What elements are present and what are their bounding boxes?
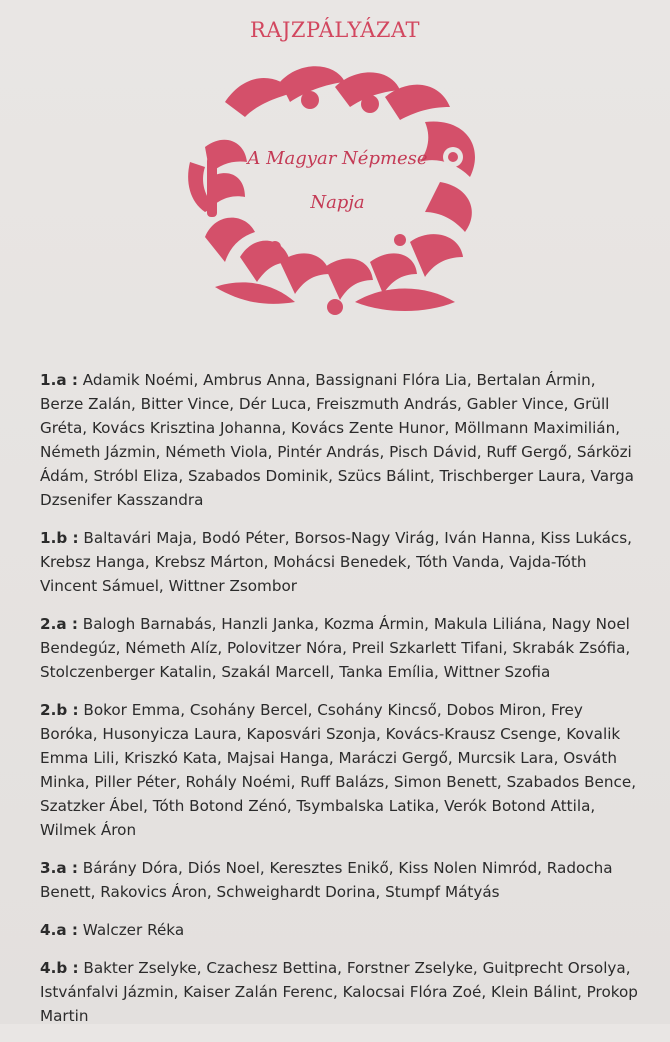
class-names: Adamik Noémi, Ambrus Anna, Bassignani Flóra Lia, Bertalan Ármin, Berze Zalán, Bitter Vince, Dér Luca, Freiszmuth András, Gabler Vince, Grüll Gréta, Kovács Krisztina Johanna, Kovács Zente Hunor, Möllmann Maximilián, Németh Jázmin, Németh Viola, Pintér András, Pisch Dávid, Ruff Gergő, Sárközi Ádám, Stróbl Eliza, Szabados Dominik, Szücs Bálint, Trischberger Laura, Varga Dzsenifer Kasszandra <box>40 371 634 509</box>
class-names: Bakter Zselyke, Czachesz Bettina, Forstner Zselyke, Guitprecht Orsolya, Istvánfalvi Jázmin, Kaiser Zalán Ferenc, Kalocsai Flóra Zoé, Klein Bálint, Prokop Martin <box>40 959 638 1025</box>
emblem-title-line2: Napja <box>310 192 365 213</box>
class-2a-entry <box>40 612 640 684</box>
class-names: Balogh Barnabás, Hanzli Janka, Kozma Ármin, Makula Liliána, Nagy Noel Bendegúz, Németh Alíz, Polovitzer Nóra, Preil Szkarlett Tifani, Skrabák Zsófia, Stolczenberger Katalin, Szakál Marcell, Tanka Emília, Wittner Szofia <box>40 615 631 681</box>
class-list <box>40 368 640 1042</box>
class-names: Bokor Emma, Csohány Bercel, Csohány Kincső, Dobos Miron, Frey Boróka, Husonyicza Laura, Kaposvári Szonja, Kovács-Krausz Csenge, Kovalik Emma Lili, Kriszkó Kata, Majsai Hanga, Maráczi Gergő, Murcsik Lara, Osváth Minka, Piller Péter, Rohály Noémi, Ruff Balázs, Simon Benett, Szabados Bence, Szatzker Ábel, Tóth Botond Zénó, Tsymbalska Latika, Verók Botond Attila, Wilmek Áron <box>40 701 637 839</box>
class-1b-entry <box>40 526 640 598</box>
class-4b-entry <box>40 956 640 1028</box>
class-label: 4.b : <box>40 959 79 977</box>
class-3a-entry <box>40 856 640 904</box>
class-label: 4.a : <box>40 921 78 939</box>
class-1a-entry <box>40 368 640 512</box>
class-label: 3.a : <box>40 859 78 877</box>
class-label: 2.a : <box>40 615 78 633</box>
emblem-title-line1: A Magyar Népmese <box>247 148 428 169</box>
class-names: Bárány Dóra, Diós Noel, Keresztes Enikő, Kiss Nolen Nimród, Radocha Benett, Rakovics Áron, Schweighardt Dorina, Stumpf Mátyás <box>40 859 613 901</box>
class-4a-entry <box>40 918 640 942</box>
page-title: RAJZPÁLYÁZAT <box>250 18 420 42</box>
folk-ornament-wreath <box>185 62 490 322</box>
class-label: 1.a : <box>40 371 78 389</box>
class-label: 1.b : <box>40 529 79 547</box>
class-2b-entry <box>40 698 640 842</box>
class-label: 2.b : <box>40 701 79 719</box>
class-names: Baltavári Maja, Bodó Péter, Borsos-Nagy Virág, Iván Hanna, Kiss Lukács, Krebsz Hanga, Krebsz Márton, Mohácsi Benedek, Tóth Vanda, Vajda-Tóth Vincent Sámuel, Wittner Zsombor <box>40 529 632 595</box>
class-names: Walczer Réka <box>82 921 185 939</box>
